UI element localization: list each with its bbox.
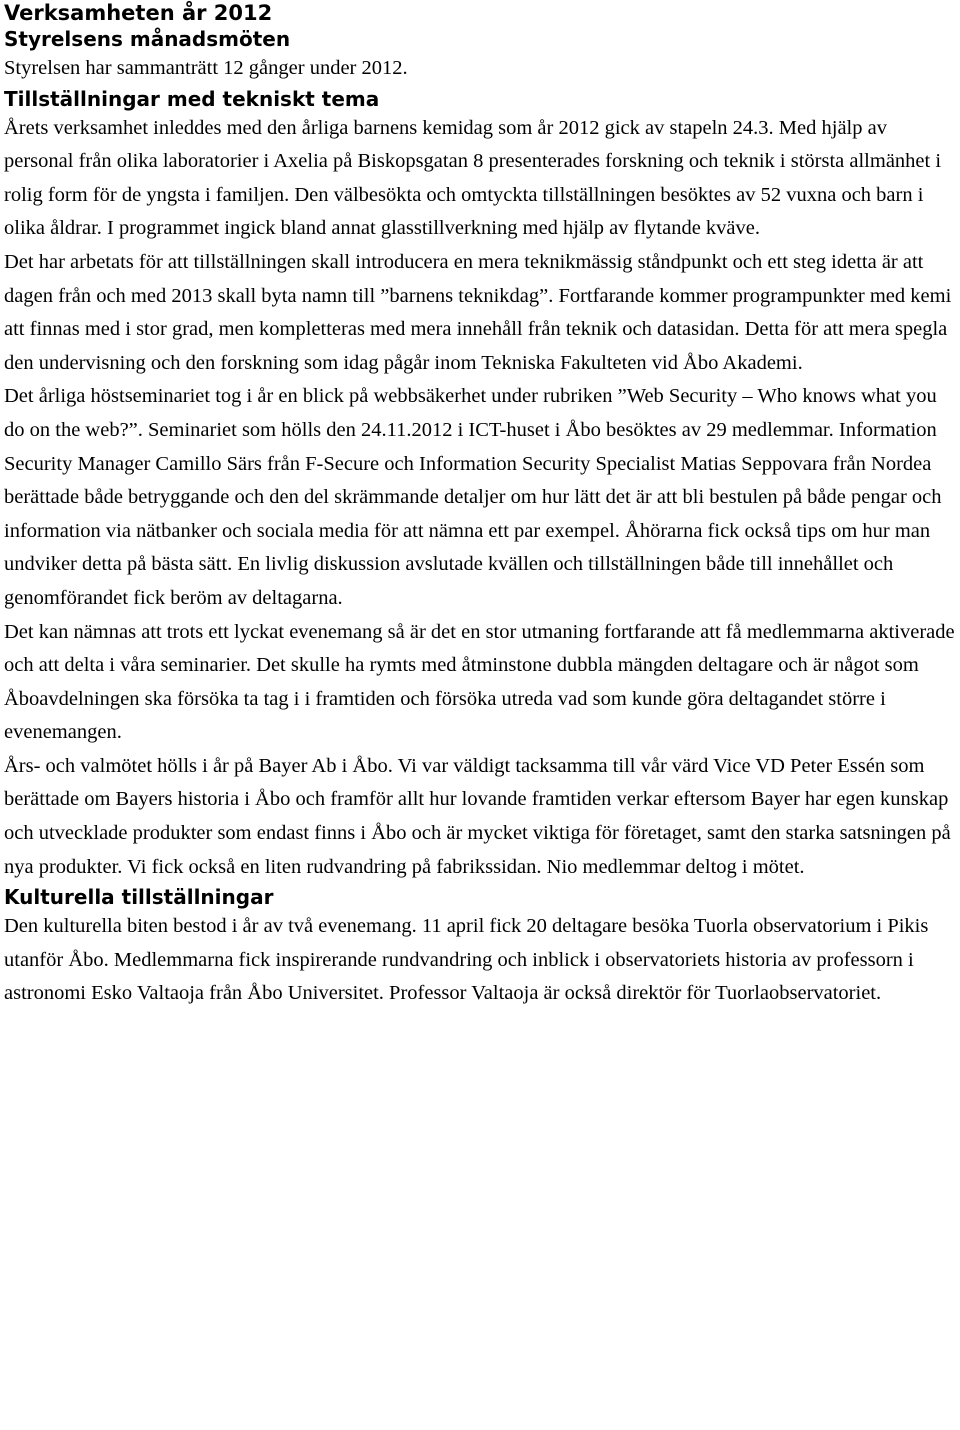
paragraph-autumn-seminar: Det årliga höstseminariet tog i år en blick på webbsäkerhet under rubriken ”Web Security – Who knows what you do on the web?”. Seminariet som hölls den 24.11.2012 i ICT-huset i Åbo besöktes av 29 medlemmar. Information Security Manager Camillo Särs från F-Secure och Information Security Specialist Matias Seppovara från Nordea berättade både betryggande och den del skrämmande detaljer om hur lätt det är att bli bestulen på både pengar och information via nätbanker och sociala media för att nämna ett par exempel. Åhörarna fick också tips om hur man undviker detta på bästa sätt. En livlig diskussion avslutade kvällen och tillställningen både till innehållet och genomförandet fick beröm av deltagarna. [4, 385, 942, 609]
document-title: Verksamheten år 2012 [4, 1, 273, 25]
paragraph-board-meetings: Styrelsen har sammanträtt 12 gånger under 2012. [4, 57, 408, 79]
section-heading-technical-events: Tillställningar med tekniskt tema [4, 86, 380, 111]
section-heading-board-meetings: Styrelsens månadsmöten [4, 27, 291, 51]
paragraph-member-activation: Det kan nämnas att trots ett lyckat evenemang så är det en stor utmaning fortfarande att få medlemmarna aktiverade och att delta i våra seminarier. Det skulle ha rymts med åtminstone dubbla mängden deltagare och är något som Åboavdelningen ska försöka ta tag i i framtiden och försöka utreda vad som kunde göra deltagandet större i evenemangen. [4, 620, 955, 744]
section-heading-cultural-events: Kulturella tillställningar [4, 885, 274, 910]
document-page [4, 0, 956, 1011]
paragraph-observatory-visit: Den kulturella biten bestod i år av två evenemang. 11 april fick 20 deltagare besöka Tuorla observatorium i Pikis utanför Åbo. Medlemmarna fick inspirerande rundvandring och inblick i observatoriets historia av professorn i astronomi Esko Valtaoja från Åbo Universitet. Professor Valtaoja är också direktör för Tuorlaobservatoriet. [4, 915, 929, 1005]
paragraph-technology-day-rename: Det har arbetats för att tillställningen skall introducera en mera teknikmässig ståndpunkt och ett steg idetta är att dagen från och med 2013 skall byta namn till ”barnens teknikdag”. Fortfarande kommer programpunkter med kemi att finnas med i stor grad, men kompletteras med mera innehåll från teknik och datasidan. Detta för att mera spegla den undervisning och den forskning som idag pågår inom Tekniska Fakulteten vid Åbo Akademi. [4, 250, 952, 374]
paragraph-annual-meeting: Års- och valmötet hölls i år på Bayer Ab i Åbo. Vi var väldigt tacksamma till vår värd Vice VD Peter Essén som berättade om Bayers historia i Åbo och framför allt hur lovande framtiden verkar eftersom Bayer har egen kunskap och utvecklade produkter som endast finns i Åbo och är mycket viktiga för företaget, samt den starka satsningen på nya produkter. Vi fick också en liten rudvandring på fabrikssidan. Nio medlemmar deltog i mötet. [4, 754, 951, 878]
paragraph-childrens-chemistry-day: Årets verksamhet inleddes med den årliga barnens kemidag som år 2012 gick av stapeln 24.3. Med hjälp av personal från olika laboratorier i Axelia på Biskopsgatan 8 presenterades forskning och teknik i största allmänhet i rolig form för de yngsta i familjen. Den välbesökta och omtyckta tillställningen besöktes av 52 vuxna och barn i olika åldrar. I programmet ingick bland annat glasstillverkning med hjälp av flytande kväve. [4, 116, 942, 240]
